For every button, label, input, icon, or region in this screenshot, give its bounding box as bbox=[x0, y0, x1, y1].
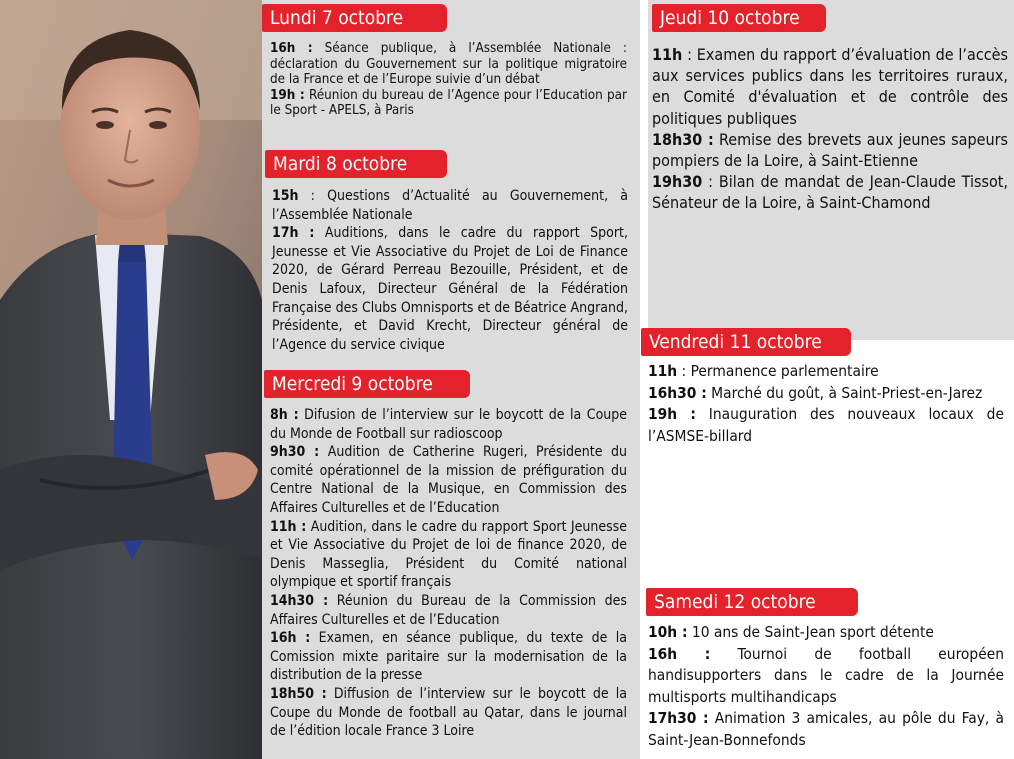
entry-time: 16h : bbox=[270, 41, 313, 56]
day-block-samedi bbox=[648, 622, 1004, 752]
schedule-entry bbox=[270, 629, 627, 685]
day-block-mercredi bbox=[270, 406, 627, 741]
entry-time: 17h : bbox=[272, 225, 315, 242]
entry-time: 16h : bbox=[648, 644, 711, 663]
schedule-entry bbox=[270, 685, 627, 741]
entry-time: 18h50 : bbox=[270, 685, 327, 702]
schedule-entry bbox=[648, 404, 1004, 447]
entry-text: Tournoi de football européen handisupporters dans le cadre de la Journée multisports multihandicaps bbox=[648, 644, 1005, 706]
day-block-lundi bbox=[270, 41, 627, 119]
day-block-jeudi bbox=[652, 44, 1008, 214]
entry-time: 11h bbox=[648, 362, 678, 380]
entry-text: Auditions, dans le cadre du rapport Sport, Jeunesse et Vie Associative du Projet de Loi de Finance 2020, de Gérard Perreau Bezouille, Président, et de Denis Lafoux, Directeur Général de la Fédération Française des Clubs Omnisports et de Béatrice Angrand, Présidente, et David Krecht, Directeur général de l’Agence du service civique bbox=[272, 225, 628, 353]
day-title-lundi: Lundi 7 octobre bbox=[262, 4, 447, 32]
entry-text: : Examen du rapport d’évaluation de l’accès aux services publics dans les territoires ruraux, en Comité d'évaluation et de contrôle des politiques publiques bbox=[652, 45, 1008, 128]
entry-time: 10h : bbox=[648, 623, 688, 641]
day-block-mardi bbox=[272, 187, 628, 354]
entry-time: 19h : bbox=[270, 87, 305, 103]
entry-time: 15h bbox=[272, 188, 299, 204]
schedule-entry bbox=[648, 383, 1004, 405]
entry-text: Remise des brevets aux jeunes sapeurs pompiers de la Loire, à Saint-Etienne bbox=[652, 129, 1009, 171]
entry-text: : Bilan de mandat de Jean-Claude Tissot, Sénateur de la Loire, à Saint-Chamond bbox=[652, 172, 1008, 213]
entry-time: 19h : bbox=[648, 405, 696, 424]
entry-text: Diffusion de l’interview sur le boycott de la Coupe du Monde de football au Qatar, dans le journal de l’édition locale France 3 Loire bbox=[270, 685, 627, 740]
day-title-jeudi: Jeudi 10 octobre bbox=[652, 4, 826, 32]
entry-text: : Permanence parlementaire bbox=[677, 362, 879, 380]
schedule-entry bbox=[270, 443, 627, 517]
entry-time: 14h30 : bbox=[270, 592, 329, 609]
entry-text: Marché du goût, à Saint-Priest-en-Jarez bbox=[706, 383, 983, 402]
entry-text: Difusion de l’interview sur le boycott de la Coupe du Monde de Football sur radioscoop bbox=[270, 407, 628, 442]
entry-time: 8h : bbox=[270, 407, 299, 423]
schedule-entry bbox=[652, 129, 1008, 171]
entry-text: Audition, dans le cadre du rapport Sport Jeunesse et Vie Associative du Projet de loi de finance 2020, de Denis Masseglia, Président du Comité national olympique et sportif français bbox=[270, 518, 627, 591]
schedule-entry bbox=[652, 171, 1008, 213]
schedule-entry bbox=[652, 44, 1008, 129]
day-block-vendredi bbox=[648, 361, 1004, 447]
schedule-entry bbox=[270, 406, 627, 443]
entry-time: 16h30 : bbox=[648, 383, 707, 402]
entry-text: Séance publique, à l’Assemblée Nationale : déclaration du Gouvernement sur la politique migratoire de la France et de l’Europe suivie d’un débat bbox=[270, 41, 627, 88]
entry-time: 19h30 bbox=[652, 172, 703, 192]
entry-time: 11h : bbox=[270, 518, 307, 535]
schedule-entry bbox=[270, 41, 627, 88]
entry-time: 17h30 : bbox=[648, 709, 709, 728]
day-title-mercredi: Mercredi 9 octobre bbox=[264, 370, 470, 398]
entry-text: Réunion du bureau de l’Agence pour l’Education par le Sport - APELS, à Paris bbox=[270, 87, 627, 119]
entry-text: Inauguration des nouveaux locaux de l’ASMSE-billard bbox=[648, 405, 1004, 445]
entry-text: : Questions d’Actualité au Gouvernement, à l’Assemblée Nationale bbox=[272, 188, 628, 223]
entry-text: Animation 3 amicales, au pôle du Fay, à Saint-Jean-Bonnefonds bbox=[648, 709, 1004, 749]
schedule-entry bbox=[272, 187, 628, 224]
entry-time: 16h : bbox=[270, 630, 311, 647]
schedule-entry bbox=[648, 708, 1004, 751]
schedule-entry bbox=[648, 644, 1004, 709]
entry-time: 18h30 : bbox=[652, 129, 714, 149]
entry-text: Audition de Catherine Rugeri, Présidente du comité opérationnel de la mission de préfiguration du Centre National de la Musique, en Commission des Affaires Culturelles et de l’Education bbox=[270, 444, 628, 516]
schedule-entry bbox=[648, 361, 1004, 383]
entry-time: 9h30 : bbox=[270, 444, 320, 461]
entry-time: 11h bbox=[652, 45, 683, 64]
schedule-entry bbox=[270, 88, 627, 119]
entry-text: 10 ans de Saint-Jean sport détente bbox=[687, 623, 934, 641]
schedule-entry bbox=[270, 518, 627, 592]
day-title-vendredi: Vendredi 11 octobre bbox=[641, 328, 851, 356]
portrait-illustration bbox=[0, 0, 262, 759]
schedule-entry bbox=[272, 224, 628, 354]
day-title-samedi: Samedi 12 octobre bbox=[646, 588, 858, 616]
entry-text: Réunion du Bureau de la Commission des Affaires Culturelles et de l’Education bbox=[270, 592, 627, 628]
entry-text: Examen, en séance publique, du texte de la Comission mixte paritaire sur la modernisation de la distribution de la presse bbox=[270, 630, 627, 684]
day-title-mardi: Mardi 8 octobre bbox=[265, 150, 447, 178]
schedule-entry bbox=[648, 622, 1004, 644]
schedule-entry bbox=[270, 592, 627, 629]
portrait-photo bbox=[0, 0, 262, 759]
